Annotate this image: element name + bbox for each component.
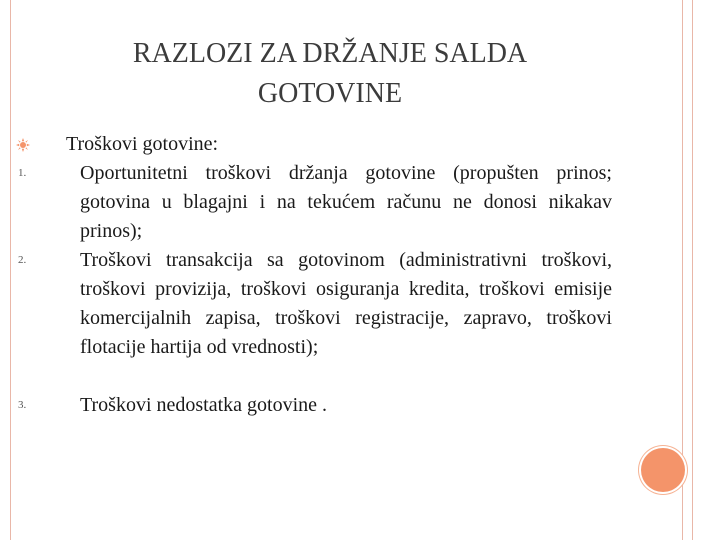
list-item-number: 2. <box>18 254 27 266</box>
list-item-number: 1. <box>18 167 27 179</box>
list-item: Troškovi transakcija sa gotovinom (administrativni troškovi, troškovi provizija, troškovi osiguranja kredita, troškovi emisije komercijalnih zapisa, troškovi registracije, zapravo, troškovi flotacije hartija od vrednosti); <box>80 249 612 358</box>
slide-title-line2: GOTOVINE <box>257 78 403 109</box>
left-border-line <box>10 0 11 540</box>
sun-bullet-icon <box>16 138 30 152</box>
list-item-number: 3. <box>18 399 27 411</box>
list-item: Troškovi nedostatka gotovine . <box>80 394 328 416</box>
slide-title <box>70 34 590 114</box>
decorative-circle <box>641 448 685 492</box>
right-border-line-outer <box>692 0 693 540</box>
bullet-heading: Troškovi gotovine: <box>66 133 219 155</box>
slide-title-line1: RAZLOZI ZA DRŽANJE SALDA <box>132 38 528 69</box>
list-item: Oportunitetni troškovi držanja gotovine (propušten prinos; gotovina u blagajni i na tekućem računu ne donosi nikakav prinos); <box>80 162 612 242</box>
